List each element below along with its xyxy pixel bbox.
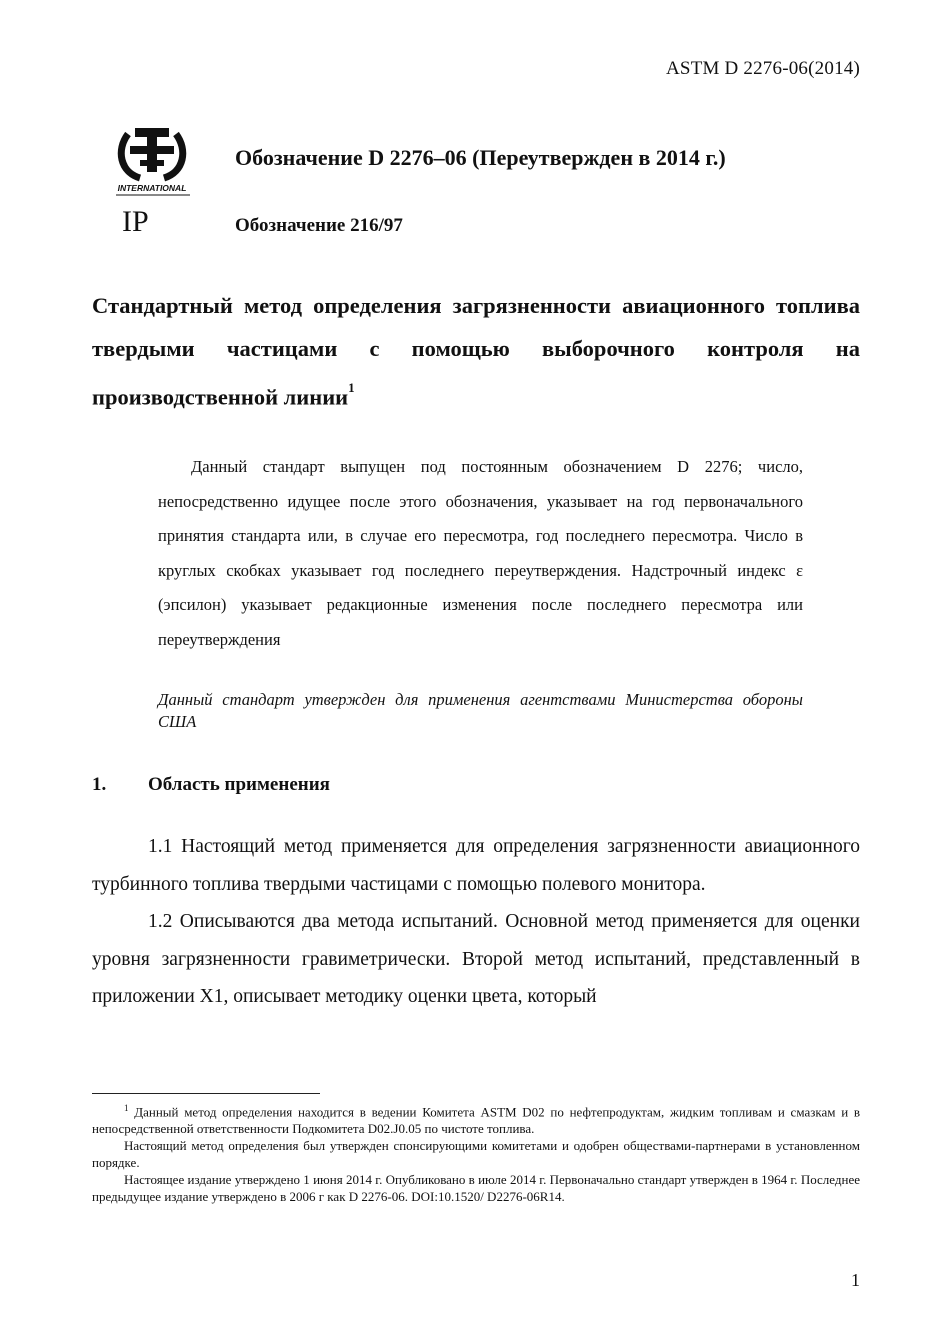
ip-designation: Обозначение 216/97 — [235, 215, 403, 236]
paragraph-1-1: 1.1 Настоящий метод применяется для определения загрязненности авиационного турбинного топлива твердыми частицами с помощью полевого монитора. — [92, 836, 860, 895]
footnote-approval: Настоящий метод определения был утвержден спонсирующими комитетами и одобрен обществами-партнерами в установленном порядке. — [92, 1138, 860, 1171]
paragraph-1-2: 1.2 Описываются два метода испытаний. Основной метод применяется для оценки уровня загрязненности гравиметрически. Второй метод испытаний, представленный в приложении X1, описывает методику оценки цвета, который — [92, 911, 860, 1007]
standard-designation: Обозначение D 2276–06 (Переутвержден в 2014 г.) — [235, 145, 726, 170]
astm-ip-logo — [112, 124, 196, 236]
footnote-edition: Настоящее издание утверждено 1 июня 2014 г. Опубликовано в июле 2014 г. Первоначально стандарт утвержден в 1964 г. Последнее предыдущее издание утверждено в 2006 г как D 2276-06. DOI:10.1520/ D2276-06R14. — [92, 1172, 860, 1205]
document-title — [92, 284, 860, 419]
title-text: Стандартный метод определения загрязненности авиационного топлива твердыми частицами с помощью выборочного контроля на производственной линии — [92, 293, 860, 410]
footnote-1: $^1$ Данный метод определения находится в ведении Комитета ASTM D02 по нефтепродуктам, жидким топливам и смазкам и в непосредственной ответственности Подкомитета D02.J0.05 по чистоте топлива. — [92, 1103, 861, 1137]
section-title: Область применения — [148, 774, 330, 795]
dod-approval-note: Данный стандарт утвержден для применения агентствами Министерства обороны США — [158, 690, 803, 731]
section-heading — [92, 774, 330, 796]
page-number: 1 — [851, 1270, 860, 1290]
astm-emblem-icon — [116, 128, 190, 195]
designation-notice: Данный стандарт выпущен под постоянным обозначением D 2276; число, непосредственно идущее после этого обозначения, указывает на год первоначального принятия стандарта или, в случае его пересмотра, год последнего пересмотра. Число в круглых скобках указывает год последнего переутверждения. Надстрочный индекс ε (эпсилон) указывает редакционные изменения после последнего пересмотра или переутверждения — [158, 457, 803, 649]
svg-text:INTERNATIONAL: INTERNATIONAL — [117, 183, 187, 193]
footnotes — [92, 1100, 860, 1205]
section-body — [92, 828, 860, 1016]
running-header: ASTM D 2276-06(2014) — [666, 58, 860, 79]
title-footnote-ref: 1 — [348, 380, 355, 395]
section-number: 1. — [92, 774, 107, 795]
footnote-marker: 1 — [124, 1103, 129, 1113]
footnote-divider — [92, 1093, 320, 1094]
ip-logo-mark: IP — [122, 205, 149, 236]
